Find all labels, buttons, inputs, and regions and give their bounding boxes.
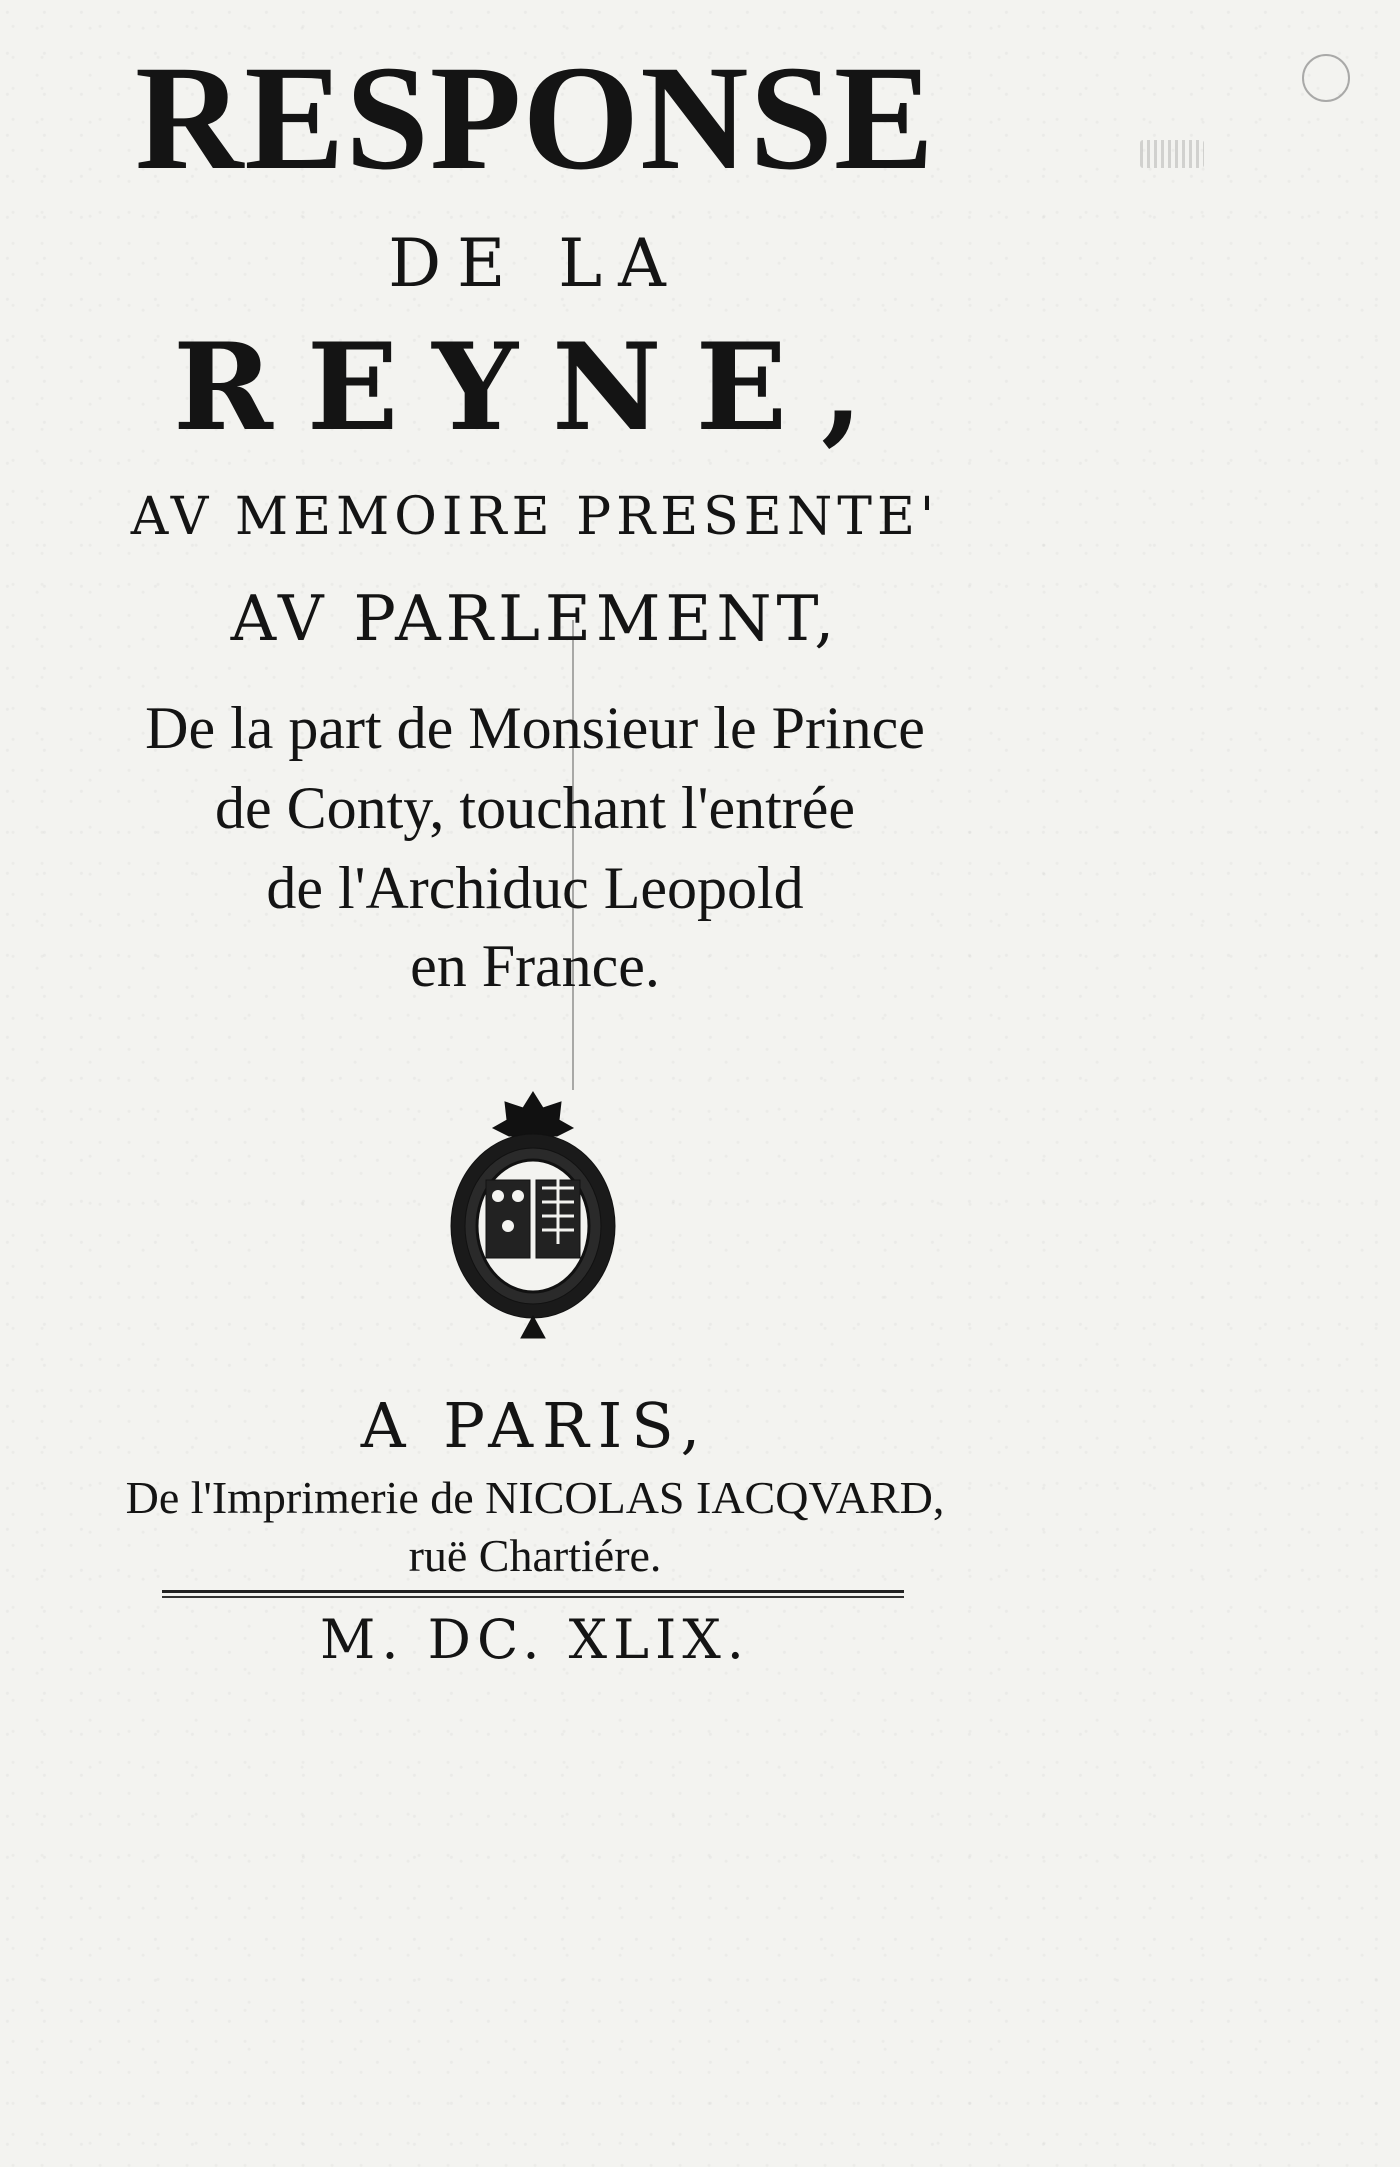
imprint-street: ruë Chartiére. bbox=[408, 1530, 662, 1581]
imprint-place: A PARIS, bbox=[360, 1389, 710, 1462]
title-main: RESPONSE bbox=[135, 35, 935, 201]
description-line-3: de l'Archiduc Leopold bbox=[266, 855, 804, 921]
title-de-la: DE LA bbox=[388, 225, 682, 302]
subtitle-memoire: AV MEMOIRE PRESENTE' bbox=[130, 487, 940, 547]
shelfmark-mark bbox=[1140, 140, 1204, 168]
divider-rule bbox=[162, 1590, 904, 1598]
title-reyne: REYNE, bbox=[173, 317, 897, 458]
description-line-1: De la part de Monsieur le Prince bbox=[145, 695, 925, 761]
imprint-year: M. DC. XLIX. bbox=[320, 1608, 750, 1671]
imprint-printer: De l'Imprimerie de NICOLAS IACQVARD, bbox=[125, 1472, 945, 1523]
library-stamp-icon bbox=[1302, 54, 1350, 102]
description-line-2: de Conty, touchant l'entrée bbox=[214, 775, 856, 841]
royal-arms-icon bbox=[438, 1084, 628, 1344]
fold-crease bbox=[572, 620, 574, 1090]
description-line-4: en France. bbox=[410, 933, 660, 999]
subtitle-parlement: AV PARLEMENT, bbox=[230, 582, 840, 655]
